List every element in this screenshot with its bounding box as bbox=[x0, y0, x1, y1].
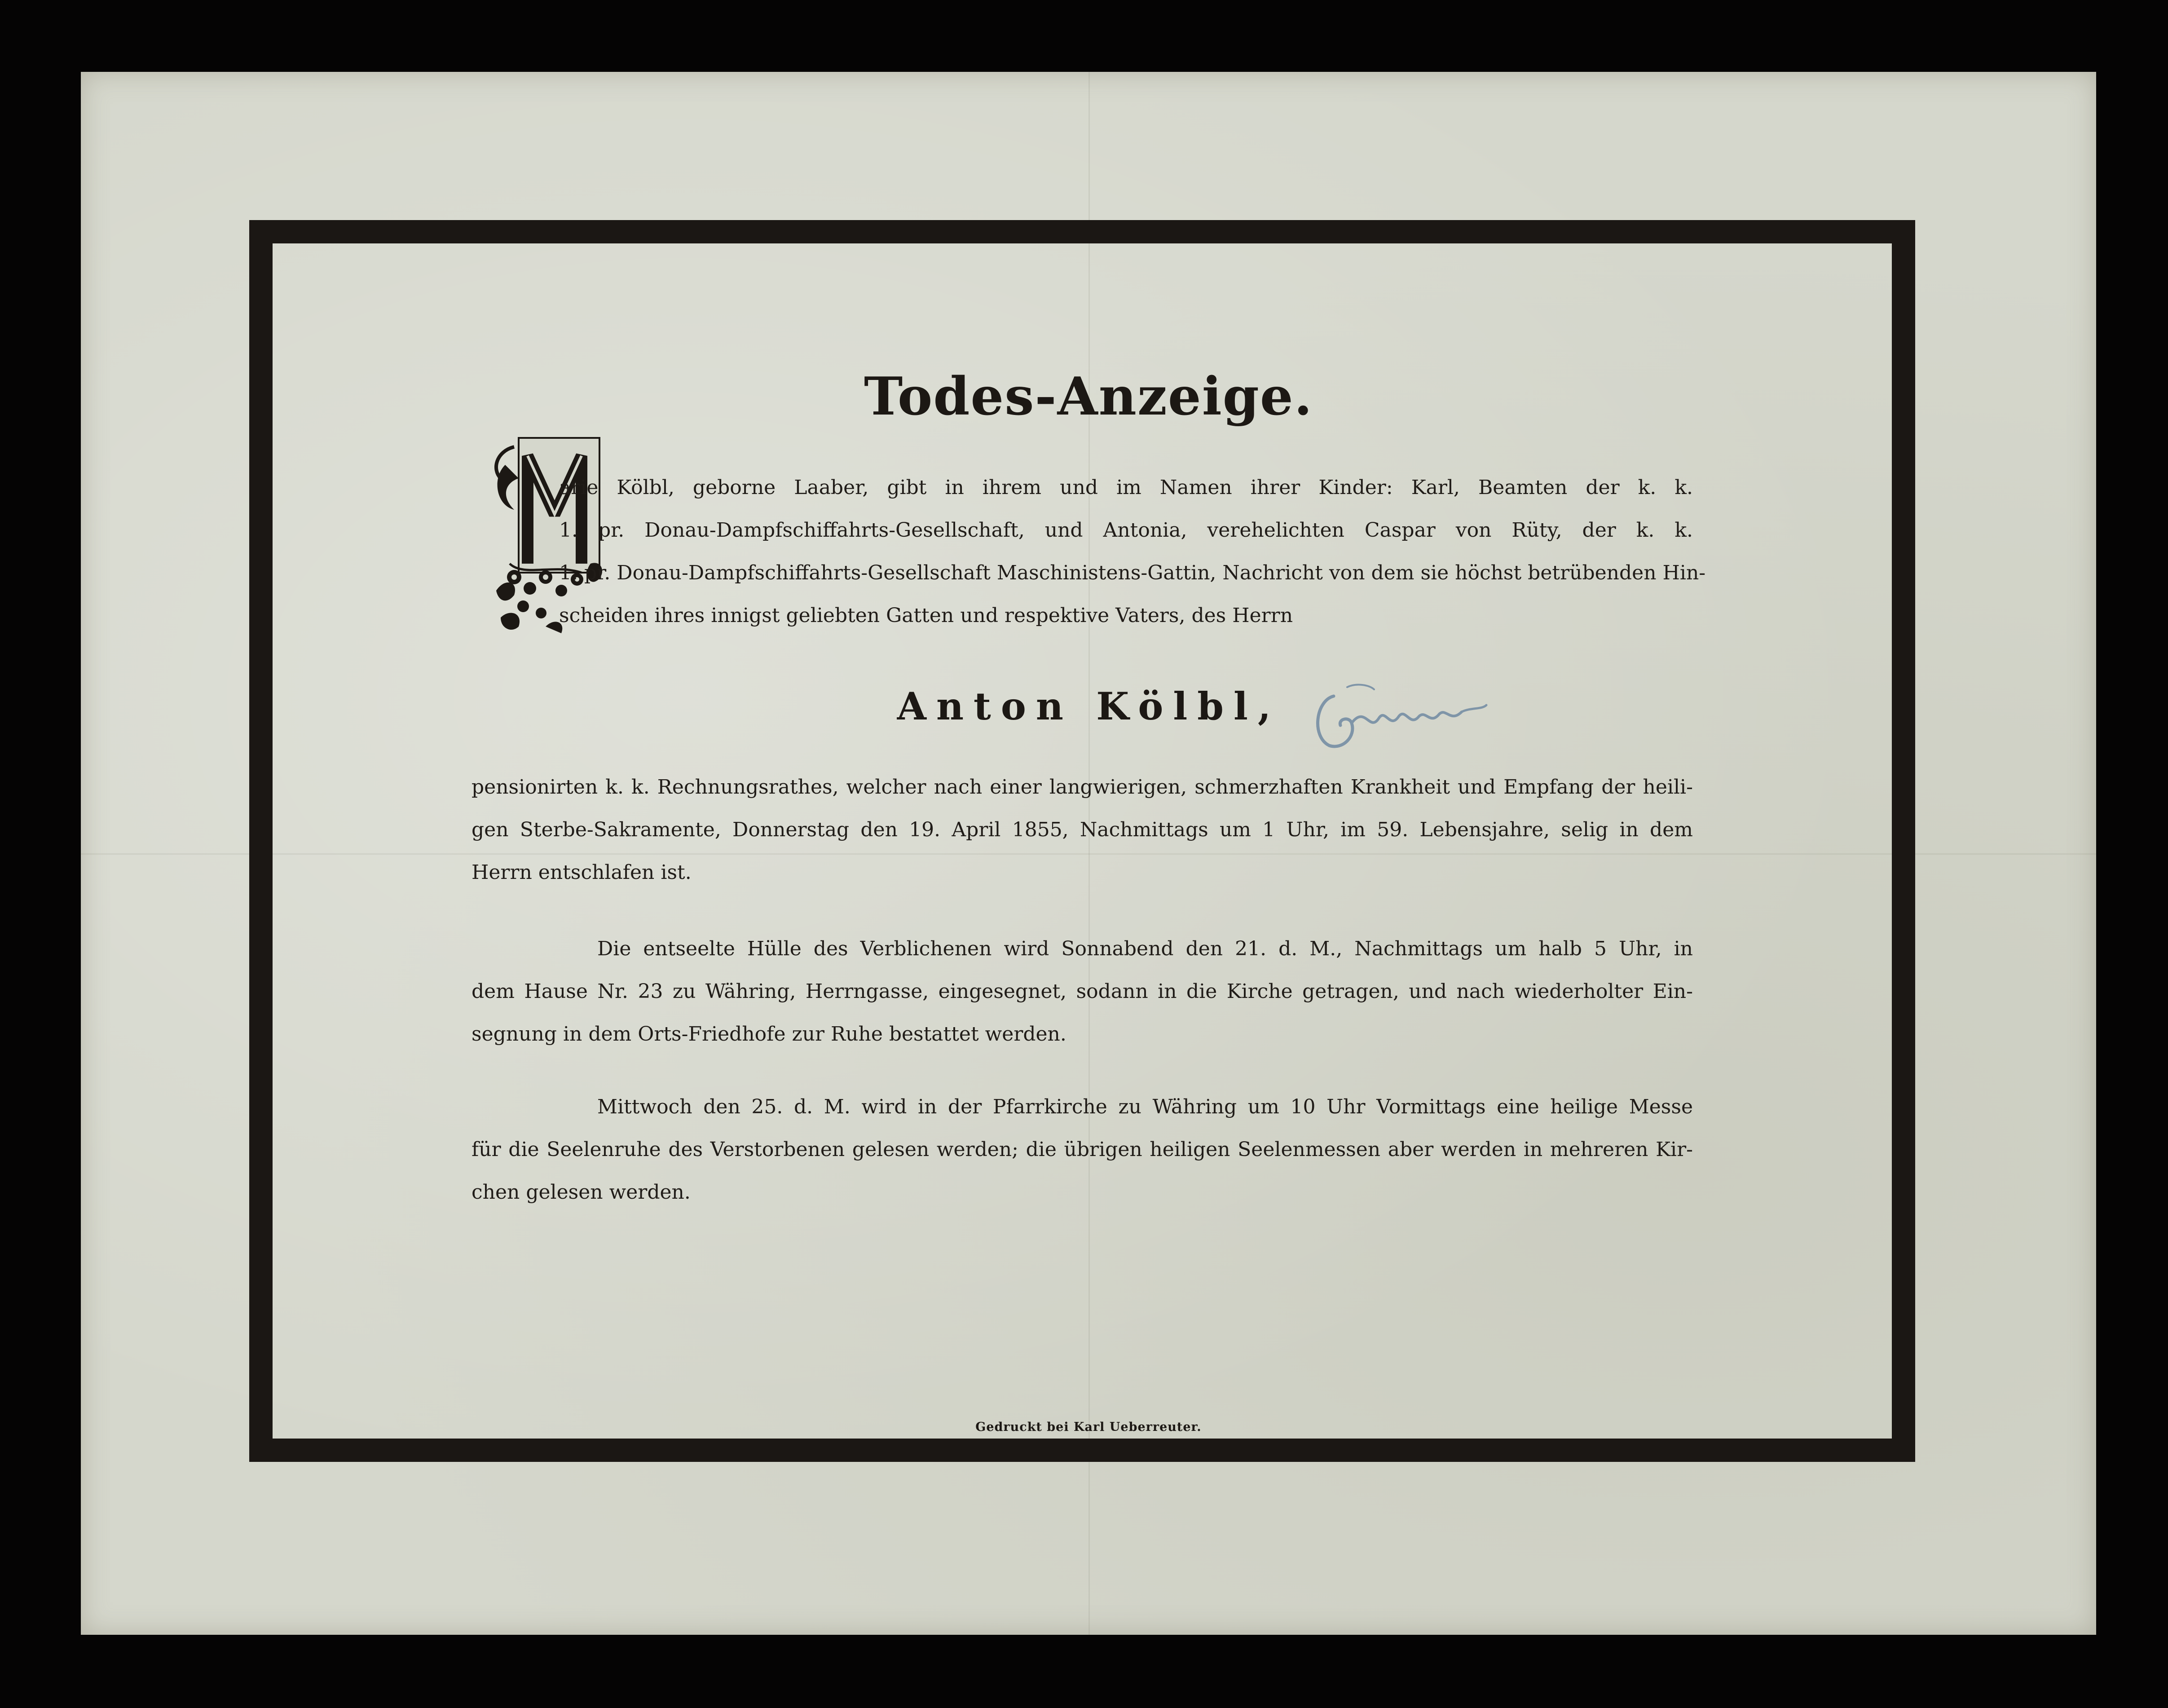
deceased-name: Anton Kölbl, bbox=[897, 684, 1281, 728]
announcement-paragraph-2 bbox=[471, 766, 1693, 894]
text-line: für die Seelenruhe des Verstorbenen gelesen werden; die übrigen heiligen Seelenmessen aber werden in mehreren Kir- bbox=[471, 1138, 1693, 1161]
text-line: chen gelesen werden. bbox=[471, 1181, 691, 1204]
text-line: 1. pr. Donau-Dampfschiffahrts-Gesellschaft Maschinistens-Gattin, Nachricht von dem sie höchst betrübenden Hin- bbox=[559, 561, 1706, 584]
printer-imprint: Gedruckt bei Karl Ueberreuter. bbox=[975, 1420, 1202, 1434]
text-line: 1. pr. Donau-Dampfschiffahrts-Gesellschaft, und Antonia, verehelichten Caspar von Rüty, der k. k. bbox=[559, 519, 1693, 542]
text-line: Herrn entschlafen ist. bbox=[471, 861, 692, 884]
handwritten-signature-icon bbox=[1307, 669, 1495, 759]
text-line: scheiden ihres innigst geliebten Gatten und respektive Vaters, des Herrn bbox=[559, 604, 1293, 627]
funeral-paragraph bbox=[471, 927, 1693, 1055]
text-line: segnung in dem Orts-Friedhofe zur Ruhe bestattet werden. bbox=[471, 1023, 1066, 1046]
text-line: Mittwoch den 25. d. M. wird in der Pfarrkirche zu Währing um 10 Uhr Vormittags eine heilige Messe bbox=[597, 1095, 1693, 1118]
mass-paragraph bbox=[471, 1086, 1693, 1214]
text-line: arie Kölbl, geborne Laaber, gibt in ihrem und im Namen ihrer Kinder: Karl, Beamten der k. k. bbox=[559, 476, 1693, 499]
paper-sheet bbox=[81, 72, 2096, 1635]
text-line: gen Sterbe-Sakramente, Donnerstag den 19. April 1855, Nachmittags um 1 Uhr, im 59. Lebensjahre, selig in dem bbox=[471, 818, 1693, 841]
document-title: Todes-Anzeige. bbox=[864, 366, 1313, 427]
text-line: pensionirten k. k. Rechnungsrathes, welcher nach einer langwierigen, schmerzhaften Krankheit und Empfang der heili- bbox=[471, 776, 1693, 799]
text-line: dem Hause Nr. 23 zu Währing, Herrngasse, eingesegnet, sodann in die Kirche getragen, und nach wiederholter Ein- bbox=[471, 980, 1693, 1003]
text-line: Die entseelte Hülle des Verblichenen wird Sonnabend den 21. d. M., Nachmittags um halb 5 Uhr, in bbox=[597, 937, 1693, 960]
announcement-paragraph-1 bbox=[559, 466, 1706, 637]
